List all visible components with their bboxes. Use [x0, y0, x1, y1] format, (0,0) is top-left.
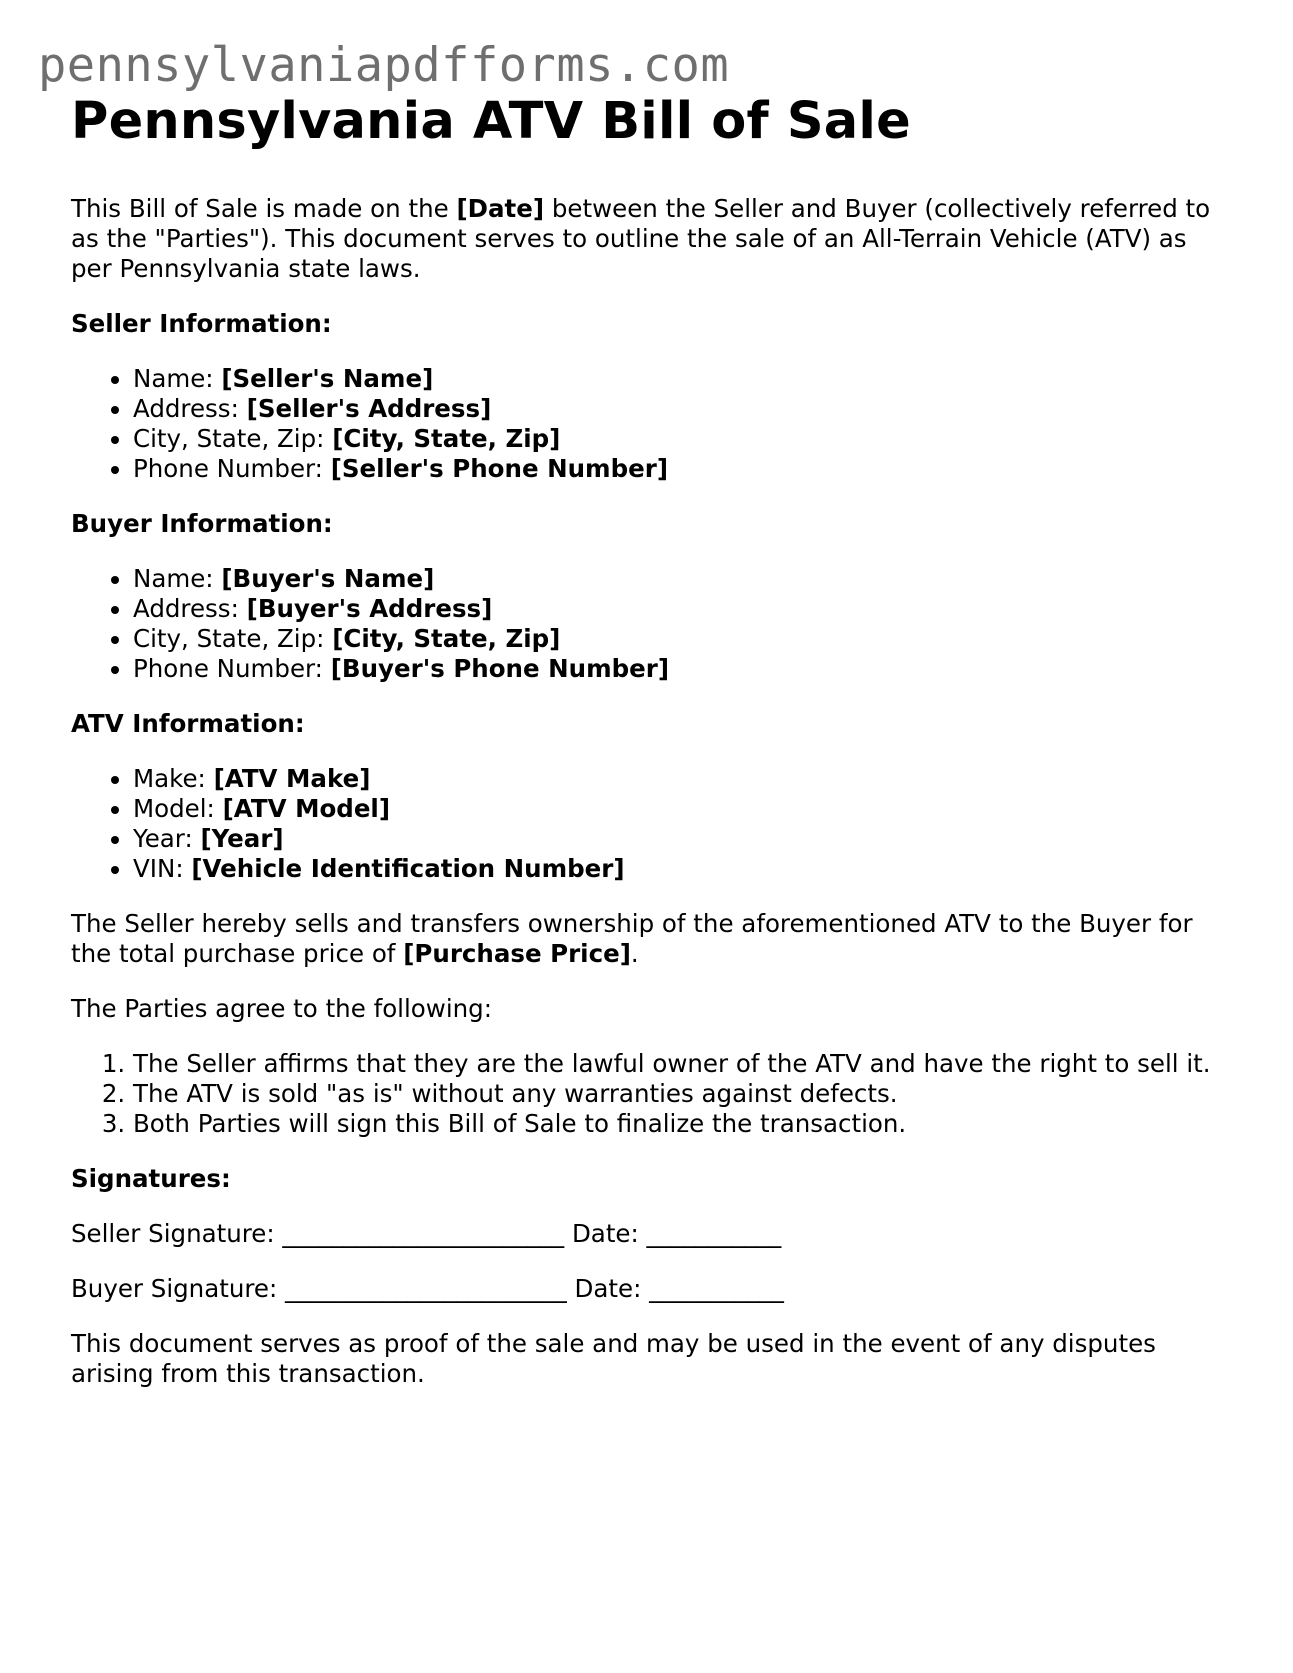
- seller-phone-placeholder: [Seller's Phone Number]: [330, 454, 669, 483]
- list-item: • Address: [Buyer's Address]: [133, 594, 1231, 624]
- closing-paragraph: This document serves as proof of the sale and may be used in the event of any disputes arising from this transaction.: [71, 1329, 1156, 1388]
- list-item: 2. The ATV is sold "as is" without any warranties against defects.: [133, 1079, 1231, 1109]
- list-item: • Address: [Seller's Address]: [133, 394, 1231, 424]
- intro-text-after: between the Seller and Buyer (collectively referred to as the "Parties"). This document serves to outline the sale of an All-Terrain Vehicle (ATV) as per Pennsylvania state laws.: [71, 194, 1211, 283]
- buyer-address-placeholder: [Buyer's Address]: [246, 594, 493, 623]
- purchase-price-placeholder: [Purchase Price]: [403, 939, 631, 968]
- buyer-city-placeholder: [City, State, Zip]: [332, 624, 561, 653]
- list-item: • City, State, Zip: [City, State, Zip]: [133, 624, 1231, 654]
- seller-address-placeholder: [Seller's Address]: [246, 394, 492, 423]
- list-item: • VIN: [Vehicle Identification Number]: [133, 854, 1231, 884]
- date-placeholder: [Date]: [456, 194, 545, 223]
- atv-vin-placeholder: [Vehicle Identification Number]: [191, 854, 625, 883]
- atv-model-placeholder: [ATV Model]: [222, 794, 391, 823]
- document-body: [71, 88, 1231, 1389]
- signatures-heading: Signatures:: [71, 1164, 231, 1193]
- list-item: 1. The Seller affirms that they are the lawful owner of the ATV and have the right to sell it.: [133, 1049, 1231, 1079]
- list-item: • Year: [Year]: [133, 824, 1231, 854]
- atv-make-placeholder: [ATV Make]: [213, 764, 371, 793]
- list-item: 3. Both Parties will sign this Bill of Sale to finalize the transaction.: [133, 1109, 1231, 1139]
- list-item: • Make: [ATV Make]: [133, 764, 1231, 794]
- list-item: • Name: [Seller's Name]: [133, 364, 1231, 394]
- buyer-name-placeholder: [Buyer's Name]: [221, 564, 435, 593]
- buyer-signature-line: Buyer Signature: _______________________ Date: ___________: [71, 1274, 784, 1303]
- intro-paragraph: [71, 194, 1231, 284]
- agreement-lead: The Parties agree to the following:: [71, 994, 492, 1023]
- site-watermark: pennsylvaniapdfforms.com: [38, 38, 730, 93]
- list-item: • Phone Number: [Buyer's Phone Number]: [133, 654, 1231, 684]
- intro-text-before: This Bill of Sale is made on the: [71, 194, 457, 223]
- buyer-section-heading: Buyer Information:: [71, 509, 333, 538]
- transfer-paragraph: The Seller hereby sells and transfers ownership of the aforementioned ATV to the Buyer for the total purchase price of [Purchase Price].: [71, 909, 1193, 968]
- seller-name-placeholder: [Seller's Name]: [221, 364, 434, 393]
- page-title: Pennsylvania ATV Bill of Sale: [71, 92, 911, 151]
- atv-section-heading: ATV Information:: [71, 709, 305, 738]
- seller-signature-line: Seller Signature: _______________________ Date: ___________: [71, 1219, 782, 1248]
- list-item: • Model: [ATV Model]: [133, 794, 1231, 824]
- list-item: • City, State, Zip: [City, State, Zip]: [133, 424, 1231, 454]
- seller-section-heading: Seller Information:: [71, 309, 332, 338]
- atv-year-placeholder: [Year]: [200, 824, 284, 853]
- buyer-info-list: [71, 564, 1231, 684]
- buyer-phone-placeholder: [Buyer's Phone Number]: [330, 654, 670, 683]
- list-item: • Name: [Buyer's Name]: [133, 564, 1231, 594]
- seller-info-list: [71, 364, 1231, 484]
- list-item: • Phone Number: [Seller's Phone Number]: [133, 454, 1231, 484]
- atv-info-list: [71, 764, 1231, 884]
- agreement-terms-list: [71, 1049, 1231, 1139]
- seller-city-placeholder: [City, State, Zip]: [332, 424, 561, 453]
